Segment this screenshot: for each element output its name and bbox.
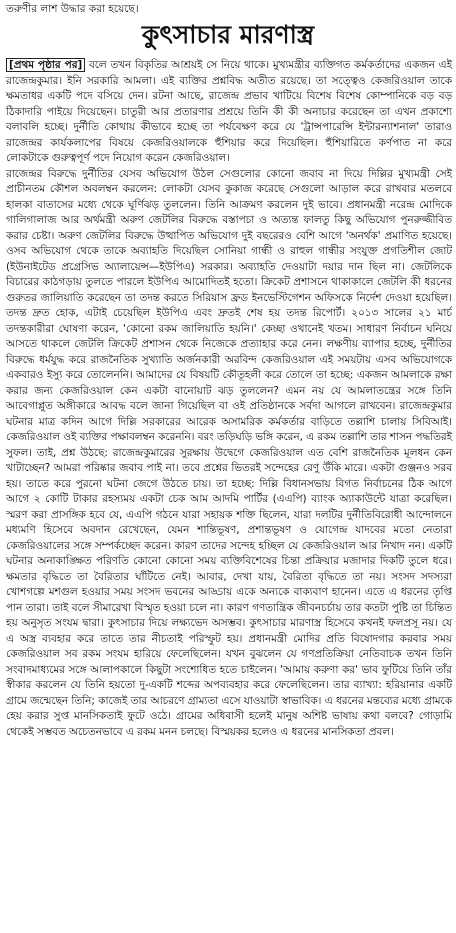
article-headline: কুৎসাচার মারণাস্ত্র: [141, 20, 315, 49]
paragraph-text: বলে তখন বিকৃতির আশ্রয়ই সে নিয়ে থাকে। মুখ্যমন্ত্রীর ব্যক্তিগত কর্মকর্তাদের একজন এই রাজেন্দ্রকুমার। ইনি সরকারি আমলা। এই ব্যক্তির প্রশ্নবিদ্ধ অতীত রয়েছে। তা সত্ত্বেও কেজরিওয়াল তাকে ক্ষমতাধর একটি পদে বসিয়ে দেন। রটনা আছে, রাজেন্দ্র প্রভাব খাটিয়ে বিশেষ বিশেষ কোম্পানিকে বড় বড় ঠিকাদারি পাইয়ে দিয়েছেন। চাতুরী আর প্রতারণার প্রশ্রয়ে তিনি কী কী অনাচার করেছেন তা এখন প্রকাশ্যে বলাবলি হচ্ছে। দুর্নীতি কোথায় কীভাবে হচ্ছে তা পর্যবেক্ষণ করে যে 'ট্রান্সপারেন্সি ইন্টারন্যাশনাল' তারাও রাজেন্দ্রর কার্যকলাপের বিষয়ে কেজরিওয়ালকে হুঁশিয়ার করে দিয়েছিল। হুঁশিয়ারিতে কর্ণপাত না করে লোকটাকে গুরুত্বপূর্ণ পদে নিয়োগ করেন কেজরিওয়াল।: [6, 59, 452, 164]
article-paragraph: রাজেন্দ্রর বিরুদ্ধে দুর্নীতির যেসব অভিযোগ উঠল সেগুলোর কোনো জবাব না দিয়ে দিল্লির মুখ্যমন্ত্রী সেই প্রাচীনতম কৌশল অবলম্বন করলেন: লোকটা যেসব কুকাজ করেছে সেগুলো আড়াল করে রাখবার মতলবে হালকা বাতাসের মধ্যে থেকে ঘূর্ণিঝড় তুললেন। তিনি আক্রমণ করলেন দুই ভাবে। প্রধানমন্ত্রী নরেন্দ্র মোদিকে গালিগালাজ আর অর্থমন্ত্রী অরুণ জেটলির বিরুদ্ধে বস্তাপচা ও অত্যন্ত ফালতু কিছু অভিযোগ পুনরুজ্জীবিত করার চেষ্টা। অরুণ জেটলির বিরুদ্ধে উত্থাপিত অভিযোগ দুই বছরেরও বেশি আগে 'অনর্থক' প্রমাণিত হয়েছে। ওসব অভিযোগ থেকে তাকে অব্যাহতি দিয়েছিল সোনিয়া গান্ধী ও রাহুল গান্ধীর সংযুক্ত প্রগতিশীল জোট (ইউনাইটেড প্রগ্রেসিভ অ্যালায়েন্স—ইউপিএ) সরকার। অব্যাহতি দেওয়াটা দয়ার দান ছিল না। জেটলিকে বিচারের কাঠগড়ায় তুলতে পারলে ইউপিএ আমোদিতই হতো। ক্রিকেট প্রশাসনে থাকাকালে জেটলি কী ধরনের গুরুতর জালিয়াতি করেছেন তা তদন্ত করতে সিরিয়াস ফ্রড ইনভেস্টিগেশন অফিসকে নির্দেশ দেওয়া হয়েছিল। তদন্ত দ্রুত হোক, এটাই চেয়েছিল ইউপিএ এবং দ্রুতই শেষ হয় তদন্ত রিপোর্ট। ২০১৩ সালের ২১ মার্চ তদন্তকারীরা ঘোষণা করেন, 'কোনো রকম জালিয়াতি হয়নি।' কেচ্ছা ওখানেই খতম। সাধারণ নির্বাচন ঘনিয়ে আসতে থাকলে জেটলি ক্রিকেট প্রশাসন থেকে নিজেকে প্রত্যাহার করে নেন। লক্ষণীয় ব্যাপার হচ্ছে, দুর্নীতির বিরুদ্ধে ধর্মযুদ্ধ করে রাজনৈতিক সুখ্যাতি অর্জনকারী অরবিন্দ কেজরিওয়াল এই সময়টায় এসব অভিযোগকে একবারও ইস্যু করে তোলেননি। আমাদের যে বিষয়টি কৌতূহলী করে তোলে তা হচ্ছে: একজন আমলাকে রক্ষা করার জন্য কেজরিওয়াল কেন একটা বানোয়াট ঝড় তুললেন? এমন নয় যে আমলাতন্ত্রের সঙ্গে তিনি আবেগাপ্লুত অঙ্গীকারে আবদ্ধ বলে জানা গিয়েছিল বা ওই প্রতিষ্ঠানকে সর্বদা আগলে রাখবেন। রাজেন্দ্রকুমার ঘটনার মাত্র কদিন আগে দিল্লি সরকারের আরেক অসামরিক কর্মকর্তার বাড়িতে তল্লাশি চালায় সিবিআই। কেজরিওয়াল ওই ব্যক্তির পক্ষাবলম্বন করেননি। বরং তড়িঘড়ি ভঙ্গি করেন, এ রকম তল্লাশি তার শাসন পদ্ধতিরই সুফল। তাই, প্রশ্ন উঠছে: রাজেন্দ্রকুমারের সুরক্ষায় উদ্বেগে কেজরিওয়াল এত বেশি রাজনৈতিক মূলধন কেন খাটাচ্ছেন? আমরা পরিষ্কার জবাব পাই না। তবে প্রশ্নের ভিতরই সন্দেহের রেণু উঁকি মারে। একটা গুঞ্জনও সরব হয়। তাতে করে পুরনো ঘটনা জেগে উঠতে চায়। তা হচ্ছে: দিল্লি বিধানসভায় বিগত নির্বাচনের ঠিক আগে আগে ২ কোটি টাকার রহস্যময় একটা চেক আম আদমি পার্টির (এএপি) ব্যাংক অ্যাকাউন্টে যাত্রা করেছিল। স্মরণ করা প্রাসঙ্গিক হবে যে, এএপি গঠনে যারা সহায়ক শক্তি ছিলেন, যারা দলটির দুর্নীতিবিরোধী আন্দোলনে মধ্যমণি হিসেবে অবদান রেখেছেন, যেমন শান্তিভূষণ, প্রশান্তভূষণ ও যোগেন্দ্র যাদবের মতো নেতারা কেজরিওয়ালের সঙ্গে সম্পর্কচ্ছেদ করেন। কারণ তাদের সন্দেহ হচ্ছিল যে কেজরিওয়াল আর নিখাদ নন। একটি ঘটনার অনাকাঙ্ক্ষিত পরিণতি কোনো কোনো সময় ব্যক্তিবিশেষের চিন্তা প্রক্রিয়ার মজাদার দিকটি তুলে ধরে। ক্ষমতার বৃদ্ধিতে তা বৈরিতার ঘাঁটিতে নেই। আবার, দেখা যায়, বৈরিতা বৃদ্ধিতে তা নয়। সংসদ সদস্যরা খোশগল্পে মশগুল হওয়ার সময় সংসদ ভবনের আড্ডায় একে অন্যকে বাক্যবাণ হানেন। এতে এ ধরনের তৃপ্তি পান তারা। তাই বলে সীমারেখা বিস্মৃত হওয়া চলে না। কারণ গণতান্ত্রিক জীবনচর্চায় তার কতটা পুষ্টি তা চিন্তিত হয় অনুসৃত সংযম দ্বারা। কুৎসাচার দিয়ে লক্ষ্যভেদ অসম্ভব। কুৎসাচার মারণাস্ত্র হিসেবে কখনই ফলপ্রসূ নয়। যে এ অস্ত্র ব্যবহার করে তাতে তার নীচতাই পরিস্ফুট হয়। প্রধানমন্ত্রী মোদির প্রতি বিষোদগার করবার সময় কেজরিওয়াল সব রকম সংযম হারিয়ে ফেলেছিলেন। যখন বুঝলেন যে গণপ্রতিক্রিয়া নেতিবাচক তখন তিনি সংবাদমাধ্যমের সঙ্গে আলাপকালে কিছুটা সংশোধিত হতে চাইলেন। 'আমায় করুণা কর' ভাব ফুটিয়ে তিনি তাঁর স্বীকার করলেন যে তিনি হয়তো দু-একটি শব্দের অপব্যবহার করে ফেলেছিলেন। তার ব্যাখ্যা: হরিয়ানার একটি গ্রামে জন্মেছেন তিনি; কাজেই তার আচরণে গ্রাম্যতা এসে যাওয়াটা স্বাভাবিক। এ ধরনের মন্তব্যের মধ্যে গ্রামকে হেয় করার সুপ্ত মানসিকতাই ফুটে ওঠে। গ্রামের অধিবাসী হলেই মানুষ অশিষ্ট ভাষায় কথা বলবে? গোড়ামি থেকেই সম্ভবত অচেতনভাবে এ রকম মনন চলছে। বিস্ময়কর হলেও এ ধরনের মানসিকতা প্রবল।: [6, 167, 452, 738]
previous-article-last-line: তরুণীর লাশ উদ্ধার করা হয়েছে।: [6, 3, 139, 15]
article-paragraph: [6, 58, 452, 167]
continuation-tag: [প্রথম পৃষ্ঠার পর]: [6, 58, 85, 72]
article-body: [6, 58, 452, 740]
